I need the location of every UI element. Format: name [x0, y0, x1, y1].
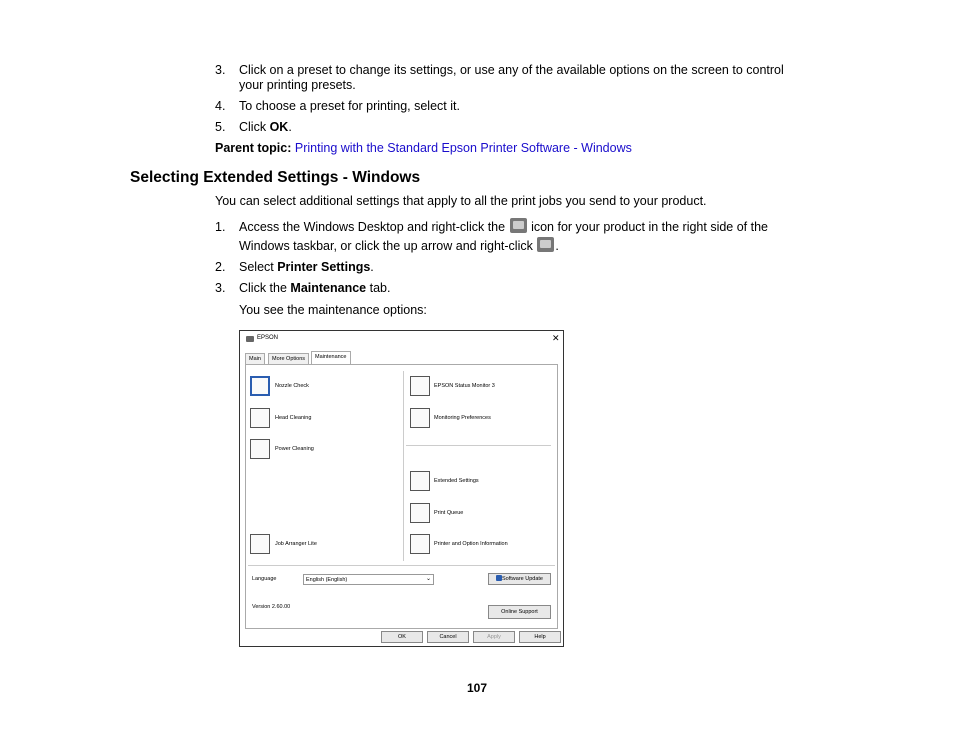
text: icon for your product in the right side of the [531, 220, 769, 234]
dialog-title: EPSON [257, 335, 279, 341]
nozzle-check-label[interactable]: Nozzle Check [275, 383, 309, 389]
power-cleaning-label[interactable]: Power Cleaning [275, 446, 314, 452]
tab-more-options[interactable]: More Options [268, 353, 309, 365]
printer-info-icon[interactable] [410, 534, 430, 554]
language-select[interactable] [303, 574, 434, 585]
printer-icon [246, 336, 254, 342]
language-value: English (English) [306, 577, 348, 583]
page-number: 107 [466, 681, 488, 695]
version-text: Version 2.60.00 [252, 604, 291, 610]
step-number: 5. [215, 120, 226, 134]
software-update-label: Software Update [502, 576, 543, 582]
text: . [555, 239, 559, 253]
step-text [239, 260, 374, 275]
text: . [288, 120, 292, 134]
online-support-button[interactable]: Online Support [488, 605, 551, 619]
step-text-line: your printing presets. [239, 78, 356, 92]
maintenance-panel [245, 364, 558, 629]
step-text-line: Click on a preset to change its settings, or use any of the available options on the screen to control [239, 63, 784, 77]
extended-settings-label[interactable]: Extended Settings [434, 478, 479, 484]
job-arranger-icon[interactable] [250, 534, 270, 554]
apply-button[interactable]: Apply [473, 631, 515, 643]
step-number: 2. [215, 260, 226, 274]
text: tab. [366, 281, 391, 295]
ok-button[interactable]: OK [381, 631, 423, 643]
status-monitor-label[interactable]: EPSON Status Monitor 3 [434, 383, 495, 389]
close-icon[interactable]: ✕ [552, 333, 560, 343]
help-button[interactable]: Help [519, 631, 561, 643]
intro-text: You can select additional settings that apply to all the print jobs you send to your product. [215, 194, 707, 208]
text: Click [239, 120, 270, 134]
bold-text: Maintenance [290, 281, 367, 295]
text: Windows taskbar, or click the up arrow and right-click [239, 239, 533, 253]
text: Select [239, 260, 278, 274]
epson-dialog [239, 330, 564, 647]
step-number: 4. [215, 99, 226, 113]
text: Click the [239, 281, 291, 295]
cancel-button[interactable]: Cancel [427, 631, 469, 643]
job-arranger-label[interactable]: Job Arranger Lite [275, 541, 317, 547]
print-queue-label[interactable]: Print Queue [434, 510, 464, 516]
step-number: 1. [215, 220, 226, 234]
head-cleaning-icon[interactable] [250, 408, 270, 428]
monitoring-preferences-icon[interactable] [410, 408, 430, 428]
column-divider [403, 371, 404, 561]
divider [406, 445, 551, 446]
nozzle-check-icon[interactable] [250, 376, 270, 396]
parent-topic-link[interactable]: Printing with the Standard Epson Printer Software - Windows [294, 141, 632, 155]
software-update-button[interactable] [488, 573, 551, 585]
step-text [239, 120, 292, 135]
text: . [370, 260, 374, 274]
step-text: To choose a preset for printing, select it. [239, 99, 460, 113]
printer-tray-icon [537, 237, 554, 252]
language-label: Language [252, 576, 277, 582]
section-title: Selecting Extended Settings - Windows [130, 169, 421, 186]
bold-text: OK [269, 120, 289, 134]
step-text [239, 218, 839, 256]
bold-text: Printer Settings [277, 260, 371, 274]
parent-topic [215, 141, 632, 156]
step-number: 3. [215, 281, 226, 295]
result-text: You see the maintenance options: [239, 303, 427, 317]
extended-settings-icon[interactable] [410, 471, 430, 491]
printer-tray-icon [510, 218, 527, 233]
step-text [239, 281, 390, 296]
chevron-down-icon: ⌄ [425, 576, 431, 582]
monitoring-preferences-label[interactable]: Monitoring Preferences [434, 415, 491, 421]
step-text [239, 63, 784, 93]
status-monitor-icon[interactable] [410, 376, 430, 396]
tab-maintenance[interactable]: Maintenance [311, 351, 351, 365]
parent-topic-label: Parent topic: [215, 141, 292, 155]
tab-main[interactable]: Main [245, 353, 265, 365]
printer-info-label[interactable]: Printer and Option Information [434, 541, 508, 547]
head-cleaning-label[interactable]: Head Cleaning [275, 415, 312, 421]
step-number: 3. [215, 63, 226, 77]
divider [248, 565, 555, 566]
text: Access the Windows Desktop and right-click the [239, 220, 506, 234]
power-cleaning-icon[interactable] [250, 439, 270, 459]
print-queue-icon[interactable] [410, 503, 430, 523]
